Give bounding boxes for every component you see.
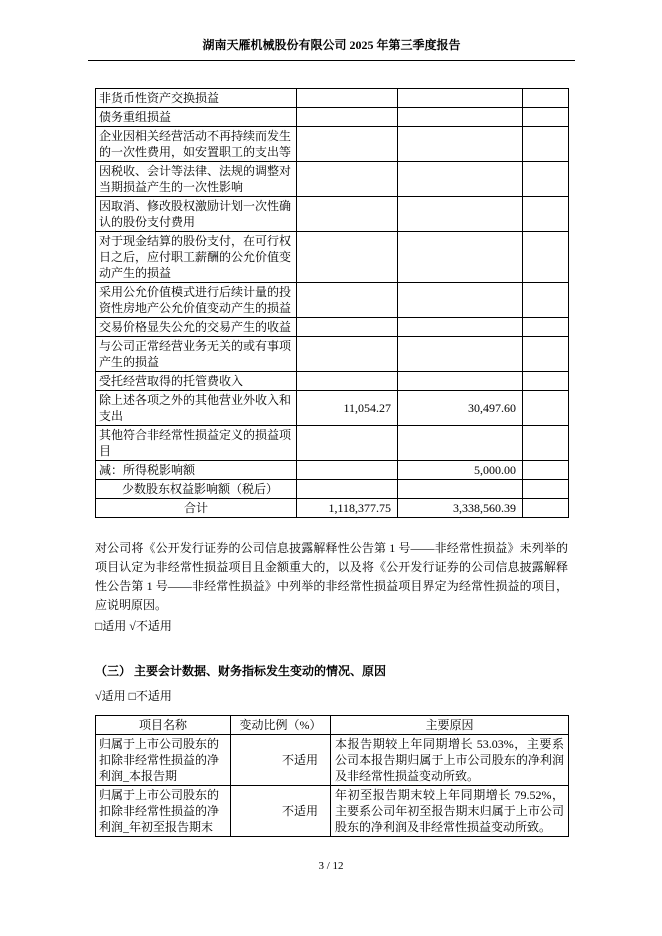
value-cell	[297, 197, 398, 232]
value-cell	[297, 162, 398, 197]
value-cell	[398, 283, 523, 318]
value-cell	[523, 232, 569, 283]
item-label: 减：所得税影响额	[96, 461, 297, 480]
table-row	[96, 786, 569, 837]
item-label: 其他符合非经常性损益定义的损益项目	[96, 426, 297, 461]
value-cell	[398, 480, 523, 499]
value-cell: 5,000.00	[398, 461, 523, 480]
value-cell	[523, 89, 569, 108]
table-row	[96, 426, 569, 461]
table-row	[96, 89, 569, 108]
value-cell	[297, 127, 398, 162]
value-cell	[398, 337, 523, 372]
value-cell	[297, 108, 398, 127]
section-heading: （三） 主要会计数据、财务指标发生变动的情况、原因	[95, 664, 387, 678]
non-recurring-items-table	[95, 88, 569, 518]
item-label: 债务重组损益	[96, 108, 297, 127]
table-row-total	[96, 499, 569, 518]
value-cell: 30,497.60	[398, 391, 523, 426]
explanatory-note: 对公司将《公开发行证券的公司信息披露解释性公告第 1 号——非经常性损益》未列举的项目认定为非经常性损益项目且金额重大的，以及将《公开发行证券的公司信息披露解释性公告第 1 号——非经常性损益》中列举的非经常性损益项目界定为经常性损益的项目，应说明原因。	[95, 541, 568, 612]
change-reasons-table	[95, 715, 569, 837]
value-cell	[523, 127, 569, 162]
value-cell	[523, 162, 569, 197]
value-cell	[523, 337, 569, 372]
value-cell	[523, 461, 569, 480]
value-cell	[523, 391, 569, 426]
item-label: 因取消、修改股权激励计划一次性确认的股份支付费用	[96, 197, 297, 232]
value-cell	[523, 197, 569, 232]
value-cell	[398, 197, 523, 232]
value-cell	[523, 108, 569, 127]
value-cell	[297, 480, 398, 499]
total-label: 合计	[96, 499, 297, 518]
value-cell	[523, 480, 569, 499]
table-row	[96, 108, 569, 127]
value-cell	[297, 372, 398, 391]
table-row	[96, 162, 569, 197]
value-cell	[398, 162, 523, 197]
table-row	[96, 127, 569, 162]
item-label: 与公司正常经营业务无关的或有事项产生的损益	[96, 337, 297, 372]
value-cell	[398, 127, 523, 162]
applicability-line: □适用 √不适用	[95, 619, 172, 633]
item-label: 受托经营取得的托管费收入	[96, 372, 297, 391]
value-cell	[398, 232, 523, 283]
table-row	[96, 232, 569, 283]
table-row	[96, 372, 569, 391]
value-cell	[523, 426, 569, 461]
value-cell	[398, 372, 523, 391]
total-value-cell: 3,338,560.39	[398, 499, 523, 518]
total-value-cell	[523, 499, 569, 518]
column-header: 主要原因	[331, 716, 569, 735]
item-label: 少数股东权益影响额（税后）	[96, 480, 297, 499]
table-row	[96, 283, 569, 318]
value-cell	[297, 232, 398, 283]
value-cell	[297, 283, 398, 318]
table-row	[96, 461, 569, 480]
change-ratio: 不适用	[231, 786, 331, 837]
table-row	[96, 480, 569, 499]
value-cell	[523, 283, 569, 318]
item-label: 对于现金结算的股份支付，在可行权日之后，应付职工薪酬的公允价值变动产生的损益	[96, 232, 297, 283]
report-header	[88, 36, 575, 61]
column-header: 变动比例（%）	[231, 716, 331, 735]
value-cell	[398, 426, 523, 461]
table-row	[96, 337, 569, 372]
page-number: 3 / 12	[318, 860, 344, 872]
value-cell	[297, 337, 398, 372]
value-cell	[297, 318, 398, 337]
report-title: 湖南天雁机械股份有限公司 2025 年第三季度报告	[202, 38, 461, 52]
value-cell	[297, 461, 398, 480]
table-row	[96, 197, 569, 232]
item-label: 非货币性资产交换损益	[96, 89, 297, 108]
main-reason: 本报告期较上年同期增长 53.03%，主要系公司本报告期归属于上市公司股东的净利润及非经常性损益变动所致。	[331, 735, 569, 786]
value-cell: 11,054.27	[297, 391, 398, 426]
value-cell	[297, 89, 398, 108]
value-cell	[523, 372, 569, 391]
total-value-cell: 1,118,377.75	[297, 499, 398, 518]
main-reason: 年初至报告期末较上年同期增长 79.52%，主要系公司年初至报告期末归属于上市公司股东的净利润及非经常性损益变动所致。	[331, 786, 569, 837]
value-cell	[398, 108, 523, 127]
value-cell	[523, 318, 569, 337]
value-cell	[297, 426, 398, 461]
item-label: 采用公允价值模式进行后续计量的投资性房地产公允价值变动产生的损益	[96, 283, 297, 318]
table-row	[96, 318, 569, 337]
item-label: 因税收、会计等法律、法规的调整对当期损益产生的一次性影响	[96, 162, 297, 197]
project-name: 归属于上市公司股东的扣除非经常性损益的净利润_本报告期	[96, 735, 231, 786]
column-header: 项目名称	[96, 716, 231, 735]
table-header-row	[96, 716, 569, 735]
change-ratio: 不适用	[231, 735, 331, 786]
item-label: 企业因相关经营活动不再持续而发生的一次性费用，如安置职工的支出等	[96, 127, 297, 162]
project-name: 归属于上市公司股东的扣除非经常性损益的净利润_年初至报告期末	[96, 786, 231, 837]
table-row	[96, 735, 569, 786]
value-cell	[398, 89, 523, 108]
applicability-line: √适用 □不适用	[95, 689, 172, 703]
item-label: 交易价格显失公允的交易产生的收益	[96, 318, 297, 337]
table-row	[96, 391, 569, 426]
item-label: 除上述各项之外的其他营业外收入和支出	[96, 391, 297, 426]
value-cell	[398, 318, 523, 337]
